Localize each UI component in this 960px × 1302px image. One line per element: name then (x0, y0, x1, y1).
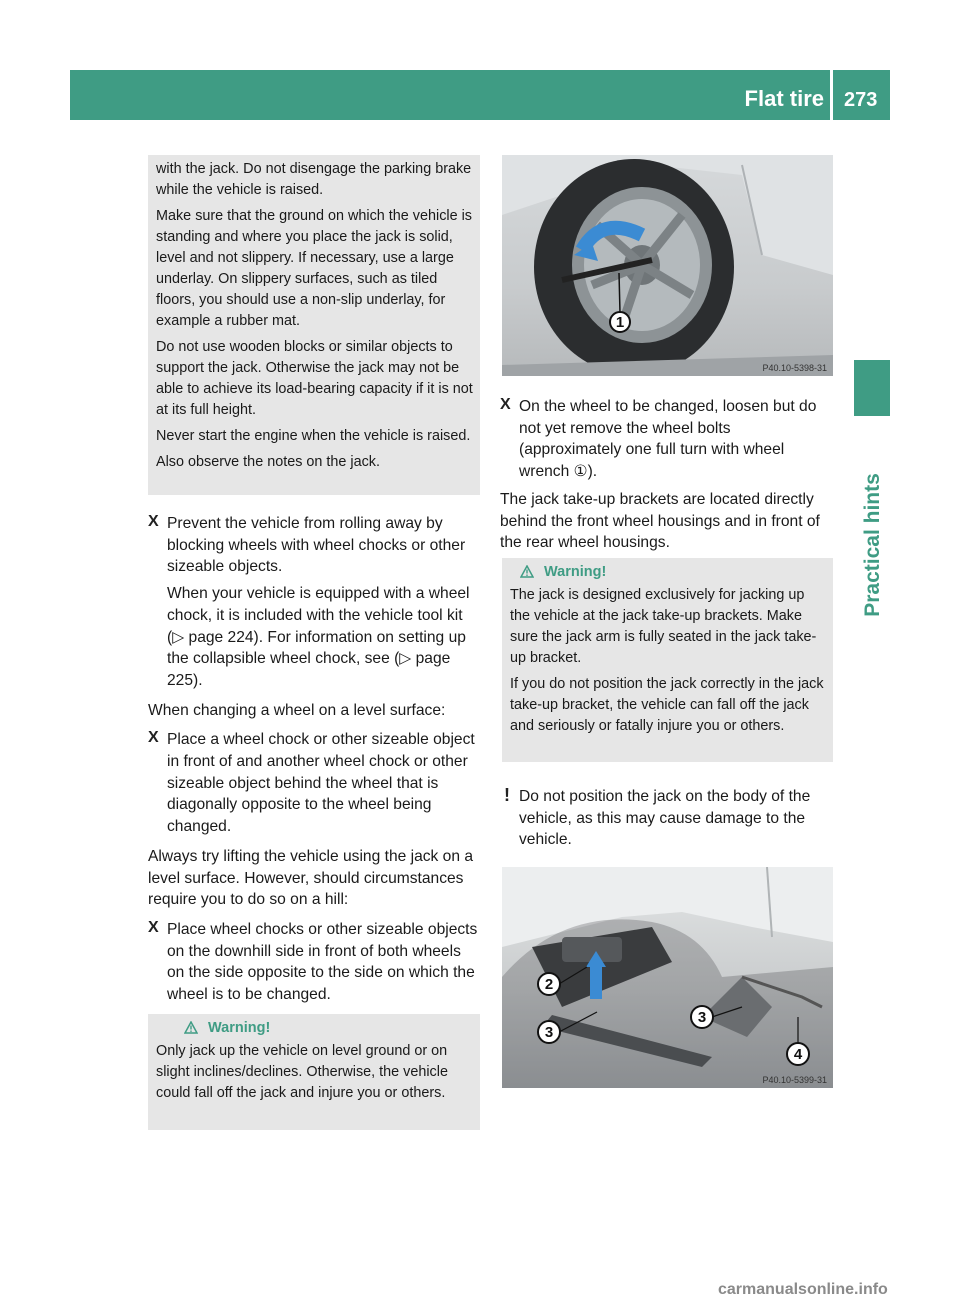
left-column-text (148, 513, 482, 1006)
step-text: Place a wheel chock or other sizeable object in front of and another wheel chock or other sizeable object behind the wheel that is diagonally opposite to the wheel being changed. (167, 731, 475, 836)
warning-text: Only jack up the vehicle on level ground or on slight inclines/declines. Otherwise, the vehicle could fall off the jack and injure you or others. (156, 1043, 448, 1101)
body-paragraph: The jack take-up brackets are located directly behind the front wheel housings and in front of the rear wheel housings. (500, 490, 820, 552)
caution-text: Never start the engine when the vehicle is raised. (156, 428, 471, 444)
warning-box (502, 558, 833, 762)
instruction-step (148, 729, 482, 838)
caution-text: Make sure that the ground on which the vehicle is standing and where you place the jack is solid, level and not slippery. If necessary, use a large underlay. On slippery surfaces, such as tiled floors, you should use a non-slip underlay, for example a rubber mat. (156, 208, 472, 329)
step-text: On the wheel to be changed, loosen but do not yet remove the wheel bolts (approximately one full turn with wheel wrench ①). (519, 398, 817, 481)
warning-box (148, 1014, 480, 1130)
step-text: Prevent the vehicle from rolling away by blocking wheels with wheel chocks or other sizeable objects. (167, 515, 466, 576)
warning-heading (510, 562, 827, 585)
warning-heading (156, 1018, 474, 1041)
warning-text: If you do not position the jack correctly in the jack take-up bracket, the vehicle can fall off the jack and seriously or fatally injure you or others. (510, 676, 824, 734)
jack-illustration (502, 867, 833, 1088)
callout-number: 4 (793, 1046, 803, 1063)
callout-number: 1 (615, 314, 625, 331)
chapter-tab-label: Practical hints (861, 473, 884, 617)
step-marker: X (500, 396, 511, 413)
body-paragraph: When changing a wheel on a level surface: (148, 701, 446, 719)
callout-number: 3 (697, 1009, 707, 1026)
footer-watermark: carmanualsonline.info (718, 1281, 888, 1298)
step-marker: X (148, 513, 159, 530)
warning-triangle-icon (520, 564, 534, 585)
instruction-step (148, 919, 482, 1006)
header-divider (830, 70, 833, 120)
warning-title: Warning! (544, 564, 607, 580)
warning-text: The jack is designed exclusively for jacking up the vehicle at the jack take-up brackets. Make sure the jack arm is fully seated in the jack take-up bracket. (510, 587, 817, 666)
instruction-step (148, 513, 482, 692)
callout-number: 2 (544, 976, 554, 993)
chapter-tab (858, 430, 888, 660)
image-code: P40.10-5398-31 (762, 363, 827, 373)
step-marker: X (148, 918, 159, 936)
caution-text: Do not use wooden blocks or similar objects to support the jack. Otherwise the jack may not be able to achieve its load-bearing capacity if it is not at its full height. (156, 339, 473, 418)
instruction-step (500, 396, 836, 483)
wheel-wrench-photo (502, 155, 833, 376)
step-note: When your vehicle is equipped with a wheel chock, it is included with the vehicle tool kit (▷ page 224). For information on setting up the collapsible wheel chock, see (▷ page 225). (167, 585, 470, 689)
note-item (502, 786, 836, 851)
step-marker: X (148, 729, 159, 747)
section-title: Flat tire (744, 86, 824, 111)
jack-position-photo (502, 867, 833, 1088)
caution-text: Also observe the notes on the jack. (156, 454, 380, 470)
callout-number: 3 (544, 1024, 554, 1041)
damage-note (502, 786, 836, 851)
right-column-text (500, 396, 836, 554)
step-text: Place wheel chocks or other sizeable objects on the downhill side in front of both wheels on the side opposite to the side on which the wheel is to be changed. (167, 920, 478, 1004)
body-paragraph: Always try lifting the vehicle using the jack on a level surface. However, should circumstances require you to do so on a hill: (148, 847, 474, 909)
chapter-tab-marker (854, 360, 890, 416)
warning-triangle-icon (184, 1020, 198, 1041)
image-code: P40.10-5399-31 (762, 1075, 827, 1085)
wheel-illustration (502, 155, 833, 376)
caution-box-continued (148, 155, 480, 495)
note-text: Do not position the jack on the body of the vehicle, as this may cause damage to the vehicle. (519, 788, 811, 849)
exclamation-icon: ! (504, 785, 510, 805)
page-number: 273 (844, 89, 878, 111)
caution-text: with the jack. Do not disengage the parking brake while the vehicle is raised. (156, 161, 472, 198)
warning-title: Warning! (208, 1020, 271, 1036)
